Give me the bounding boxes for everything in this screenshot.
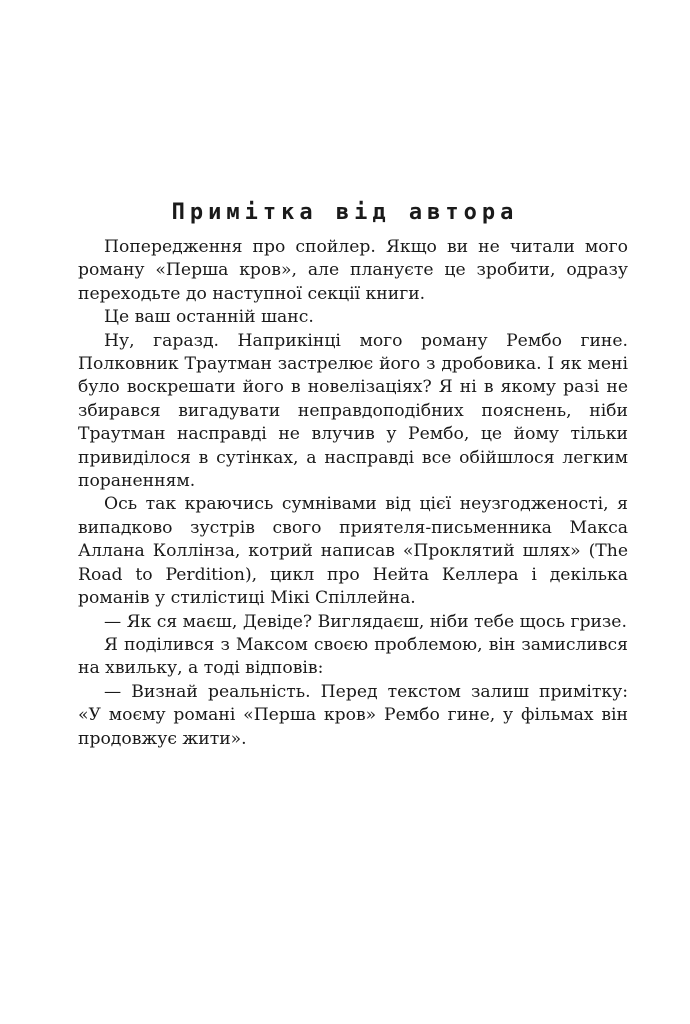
page-title: Примітка від автора — [171, 200, 519, 225]
body-text — [78, 236, 628, 751]
paragraph: Попередження про спойлер. Якщо ви не читали мого роману «Перша кров», але плануєте це зробити, одразу переходьте до наступної секції книги. — [78, 237, 628, 304]
paragraph: Я поділився з Максом своєю проблемою, він замислився на хвильку, а тоді відповів: — [78, 634, 628, 679]
paragraph: Це ваш останній шанс. — [104, 307, 314, 328]
paragraph: Ось так краючись сумнівами від цієї неузгодженості, я випадково зустрів свого приятеля-письменника Макса Аллана Коллінза, котрий написав «Проклятий шлях» (The Road to Perdition), цикл про Нейта Келлера і декілька романів у стилістиці Мікі Спіллейна. — [78, 494, 628, 609]
paragraph: Ну, гаразд. Наприкінці мого роману Рембо гине. Полковник Траутман застрелює його з дробовика. І як мені було воскрешати його в новелізаціях? Я ні в якому разі не збирався вигадувати неправдоподібних пояснень, ніби Траутман насправді не влучив у Рембо, це йому тільки привиділося в сутінках, а насправді все обійшлося легким пораненням. — [78, 330, 628, 492]
paragraph: — Визнай реальність. Перед текстом залиш примітку: «У моєму романі «Перша кров» Рембо гине, у фільмах він продовжує жити». — [78, 681, 628, 749]
paragraph: — Як ся маєш, Девіде? Виглядаєш, ніби тебе щось гризе. — [104, 611, 627, 632]
